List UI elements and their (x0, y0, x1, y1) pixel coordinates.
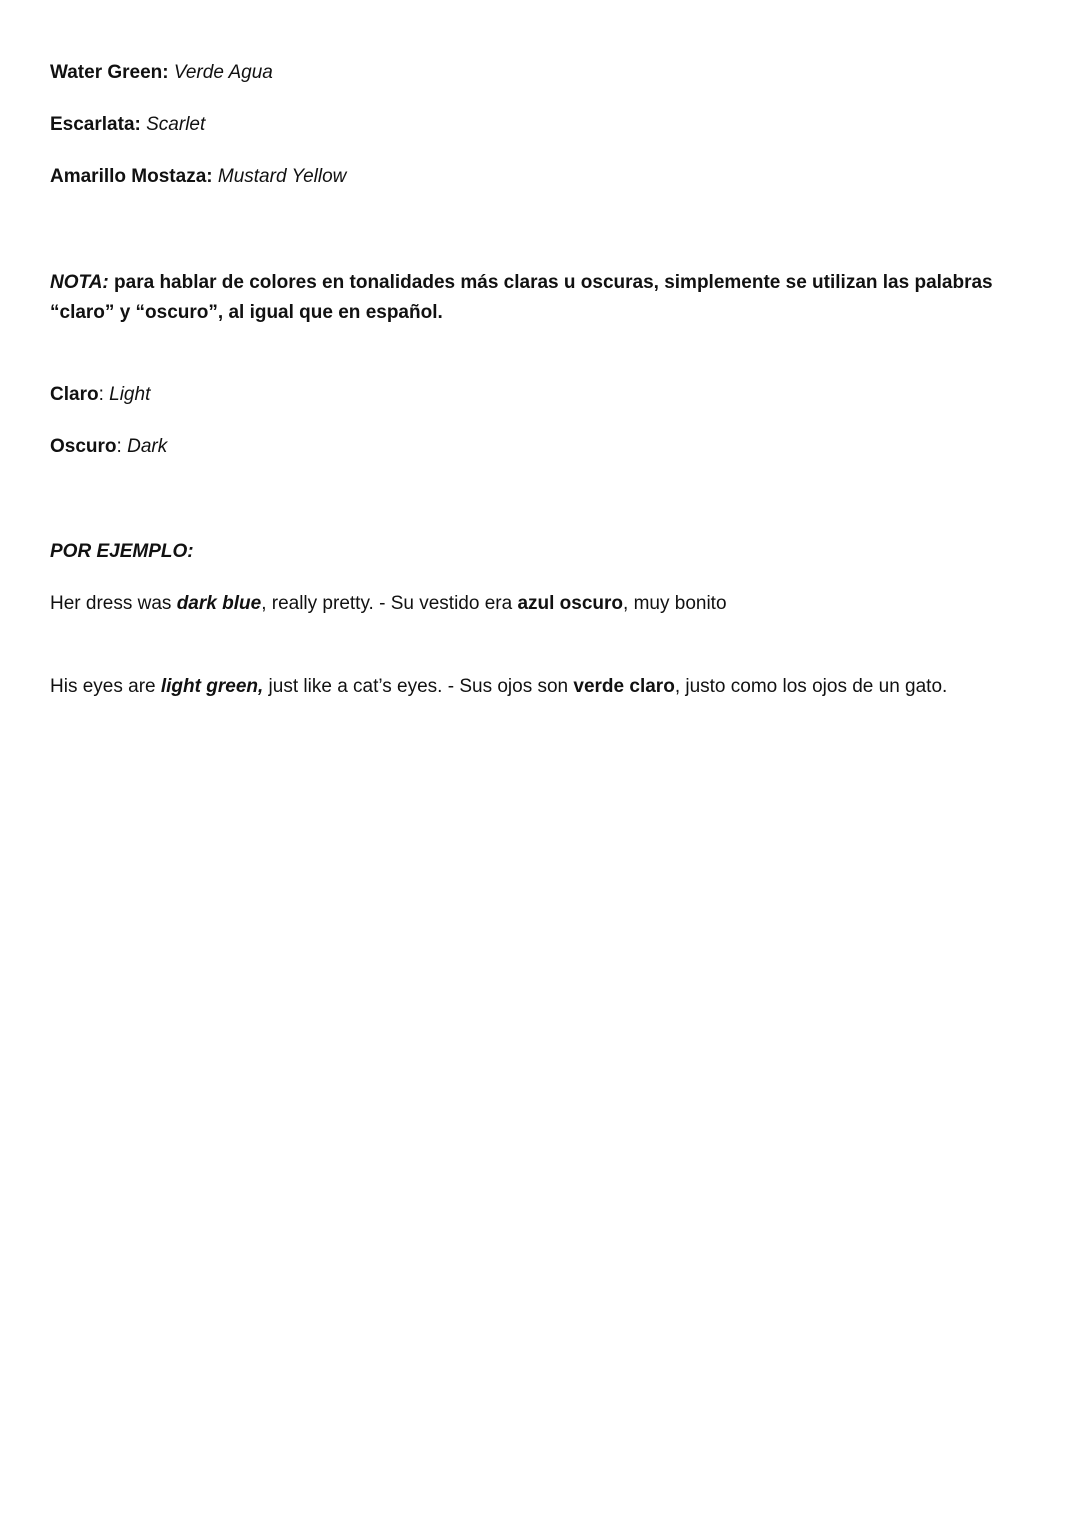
shade-separator: : (116, 436, 128, 457)
example-es-emphasis: verde claro (573, 676, 675, 697)
glossary-translation: Mustard Yellow (217, 166, 347, 187)
example-en-before: Her dress was (50, 593, 177, 614)
glossary-translation: Scarlet (146, 114, 206, 135)
example-en-emphasis: light green, (160, 676, 264, 697)
shade-term: Oscuro (50, 436, 117, 457)
example-es-after: , muy bonito (623, 593, 727, 614)
glossary-entry-water-green (50, 58, 273, 88)
note-text: para hablar de colores en tonalidades más claras u oscuras, simplemente se utilizan las palabras “claro” y “oscuro”, al igual que en español. (50, 272, 993, 323)
example-en-after: just like a cat’s eyes. - Sus ojos son (263, 676, 574, 697)
glossary-translation: Verde Agua (173, 62, 273, 83)
glossary-term: Escarlata: (50, 114, 141, 135)
glossary-term: Amarillo Mostaza: (50, 166, 213, 187)
shade-translation: Dark (127, 436, 168, 457)
shade-translation: Light (109, 384, 151, 405)
glossary-term: Water Green: (50, 62, 169, 83)
shade-separator: : (98, 384, 110, 405)
shade-entry-oscuro (50, 432, 167, 462)
note-paragraph (50, 268, 1040, 328)
example-en-before: His eyes are (50, 676, 161, 697)
example-sentence-1 (50, 589, 727, 619)
glossary-entry-amarillo-mostaza (50, 162, 346, 192)
example-es-after: , justo como los ojos de un gato. (674, 676, 948, 697)
example-es-emphasis: azul oscuro (517, 593, 624, 614)
note-label: NOTA: (50, 272, 109, 293)
glossary-entry-escarlata (50, 110, 205, 140)
examples-heading: POR EJEMPLO: (50, 541, 194, 562)
example-en-after: , really pretty. - Su vestido era (261, 593, 518, 614)
shade-term: Claro (50, 384, 99, 405)
shade-entry-claro (50, 380, 150, 410)
example-en-emphasis: dark blue (176, 593, 262, 614)
example-sentence-2 (50, 672, 947, 702)
